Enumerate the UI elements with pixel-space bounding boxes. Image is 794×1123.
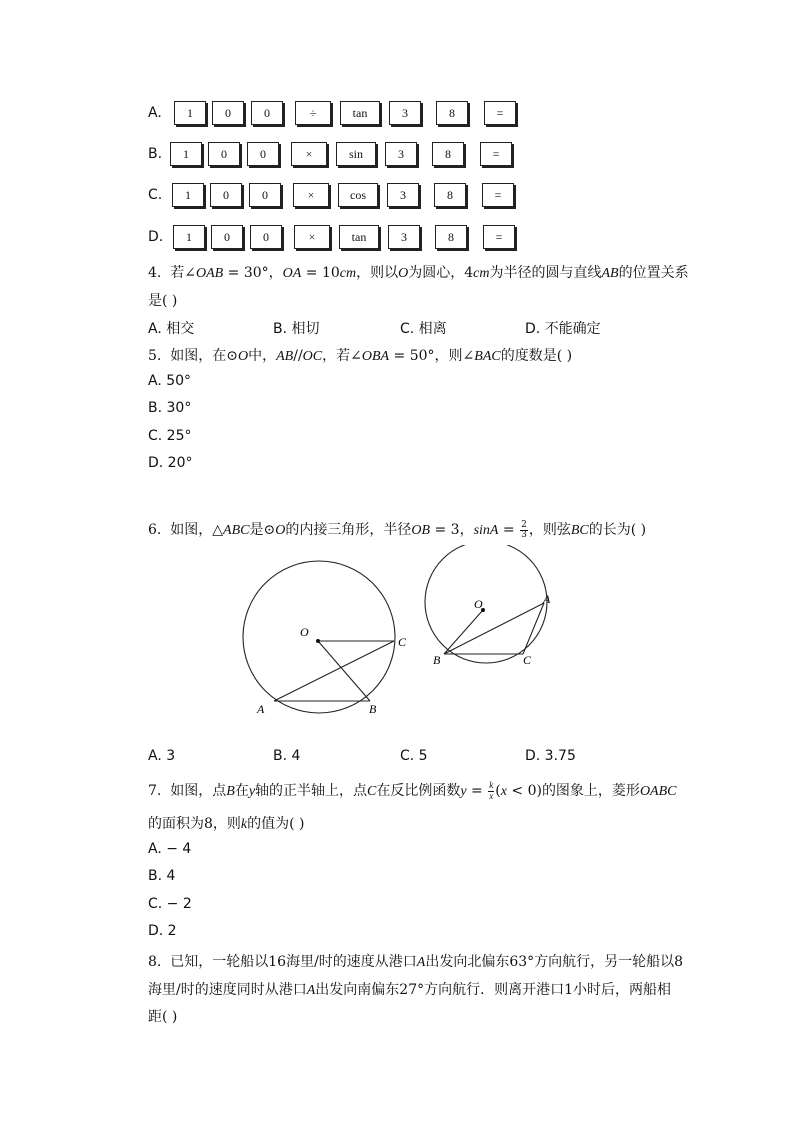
calculator-key: =	[483, 225, 515, 249]
calculator-key: =	[484, 101, 516, 125]
q6-option-d: D. 3.75	[525, 748, 576, 764]
question-8-text-line2: 海里/时的速度同时从港口A出发向南偏东27°方向航行．则离开港口1小时后，两船相	[148, 982, 672, 998]
label-A: A	[543, 592, 551, 606]
q4-option-a: A. 相交	[148, 321, 195, 337]
question-5-text: 5. 如图，在⊙O中，AB//OC，若∠OBA = 50°，则∠BAC的度数是( )	[148, 348, 573, 364]
calculator-key: 1	[170, 142, 202, 166]
figure-circle-q6	[420, 545, 560, 675]
q4-option-d: D. 不能确定	[525, 321, 601, 337]
q3-option-label-c: C.	[148, 187, 163, 203]
calculator-key: 8	[436, 101, 468, 125]
q5-option-a: A. 50°	[148, 373, 192, 389]
calculator-key: sin	[336, 142, 376, 166]
calculator-key: 1	[174, 101, 206, 125]
figure-circle-q5	[235, 555, 425, 725]
q3-option-label-d: D.	[148, 229, 164, 245]
calculator-key: 3	[387, 183, 419, 207]
label-B: B	[433, 653, 441, 667]
label-A: A	[257, 702, 265, 716]
calculator-key: 3	[389, 101, 421, 125]
calculator-key: 1	[172, 183, 204, 207]
label-O: O	[300, 625, 309, 639]
calculator-key: ×	[293, 183, 329, 207]
calculator-key: 3	[385, 142, 417, 166]
label-O: O	[474, 597, 483, 611]
q3-option-label-a: A.	[148, 105, 162, 121]
calculator-key: 0	[251, 101, 283, 125]
calculator-key: 1	[173, 225, 205, 249]
q3-key-sequence-c	[172, 183, 517, 213]
question-4-text-line2: 是( )	[148, 293, 178, 309]
label-B: B	[369, 702, 377, 716]
calculator-key: tan	[339, 225, 379, 249]
calculator-key: cos	[338, 183, 378, 207]
q7-option-a: A. − 4	[148, 841, 192, 857]
calculator-key: 0	[250, 225, 282, 249]
question-4-text: 4. 若∠OAB = 30°，OA = 10cm，则以O为圆心，4cm为半径的圆与直线AB的位置关系	[148, 265, 689, 281]
q3-key-sequence-b	[170, 142, 515, 172]
calculator-key: 0	[249, 183, 281, 207]
calculator-key: 0	[210, 183, 242, 207]
q6-option-b: B. 4	[273, 748, 301, 764]
calculator-key: 3	[388, 225, 420, 249]
calculator-key: ×	[294, 225, 330, 249]
q7-option-d: D. 2	[148, 923, 177, 939]
calculator-key: ÷	[295, 101, 331, 125]
q3-key-sequence-a	[174, 101, 519, 131]
calculator-key: 0	[211, 225, 243, 249]
calculator-key: 0	[208, 142, 240, 166]
question-7-text-line2: 的面积为8，则k的值为( )	[148, 816, 305, 832]
q3-option-label-b: B.	[148, 146, 163, 162]
q7-option-b: B. 4	[148, 868, 176, 884]
calculator-key: 0	[212, 101, 244, 125]
fraction-2-3: $\frac{2}{3}$	[521, 519, 527, 540]
calculator-key: 8	[434, 183, 466, 207]
q5-option-d: D. 20°	[148, 455, 193, 471]
q4-option-c: C. 相离	[400, 321, 447, 337]
q4-option-b: B. 相切	[273, 321, 320, 337]
label-C: C	[523, 653, 532, 667]
q6-option-a: A. 3	[148, 748, 176, 764]
calculator-key: ×	[291, 142, 327, 166]
q5-option-c: C. 25°	[148, 428, 192, 444]
calculator-key: 8	[435, 225, 467, 249]
question-7-text: 7. 如图，点B在y轴的正半轴上，点C在反比例函数y = $\frac{k}{x}$ (x < 0)的图象上，菱形OABC	[148, 779, 677, 801]
calculator-key: tan	[340, 101, 380, 125]
question-8-text: 8. 已知，一轮船以16海里/时的速度从港口A出发向北偏东63°方向航行，另一轮船以8	[148, 954, 684, 970]
calculator-key: =	[482, 183, 514, 207]
label-C: C	[398, 635, 407, 649]
calculator-key: =	[480, 142, 512, 166]
q7-option-c: C. − 2	[148, 896, 192, 912]
calculator-key: 0	[247, 142, 279, 166]
question-6-text: 6. 如图，△ABC是⊙O的内接三角形，半径OB = 3，sinA = $\frac{2}{3}$ ，则弦BC的长为( )	[148, 519, 647, 540]
fraction-k-x: $\frac{k}{x}$	[489, 779, 494, 801]
question-8-text-line3: 距( )	[148, 1009, 178, 1025]
q3-key-sequence-d	[173, 225, 518, 255]
q5-option-b: B. 30°	[148, 400, 192, 416]
calculator-key: 8	[432, 142, 464, 166]
q6-option-c: C. 5	[400, 748, 428, 764]
